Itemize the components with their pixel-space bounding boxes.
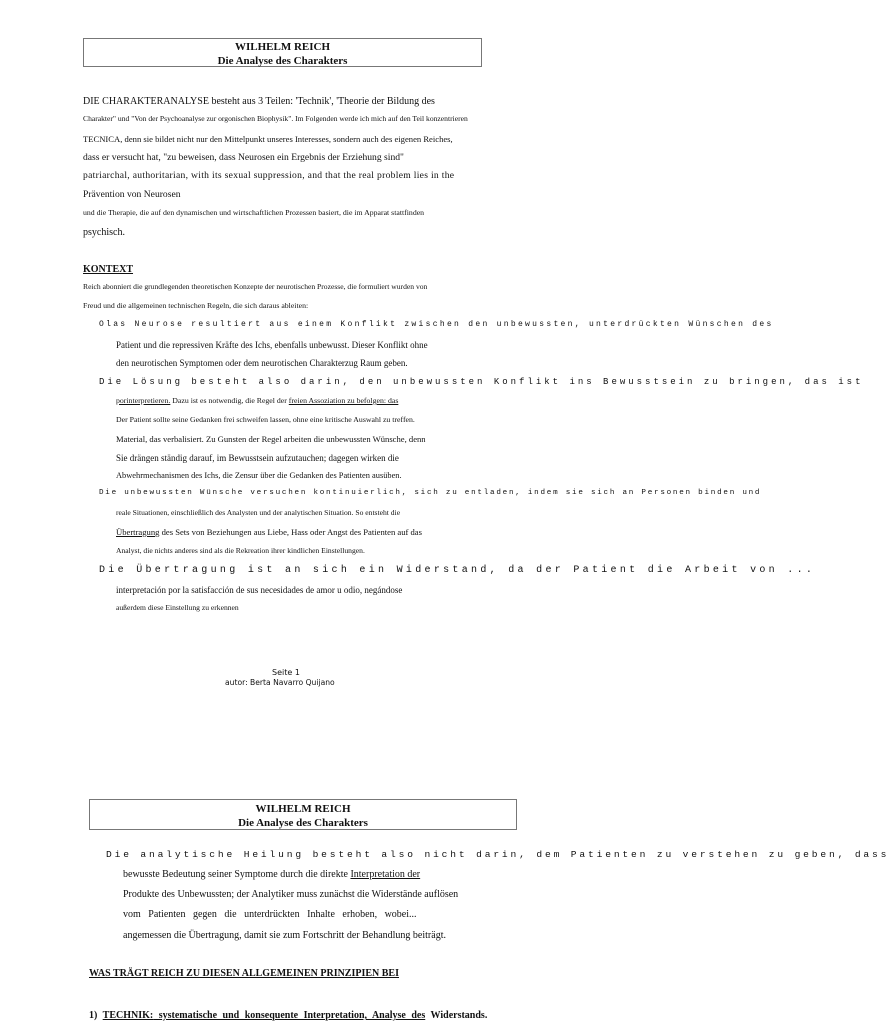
page1-title-book: Die Analyse des Charakters <box>217 55 348 67</box>
intro-line-7: und die Therapie, die auf den dynamischen und wirtschaftlichen Prozessen basiert, die im Apparat stattfinden <box>83 208 425 217</box>
intro-line-8: psychisch. <box>83 227 125 238</box>
page2-title-author: WILHELM REICH <box>255 803 351 815</box>
para2-assoc-link: freien Assoziation zu befolgen: <box>288 396 387 405</box>
page2-line-3: vom Patienten gegen die unterdrückten Inhalte erhoben, wobei... <box>123 909 417 920</box>
para2-line-5: Abwehrmechanismen des Ichs, die Zensur über die Gedanken des Patienten ausüben. <box>116 471 402 480</box>
intro-line-3: TECNICA, denn sie bildet nicht nur den Mittelpunkt unseres Interesses, sondern auch des eigenen Reiches, <box>83 134 453 144</box>
uebertragung-link: Übertragung <box>116 527 160 537</box>
para1-line-2: den neurotischen Symptomen oder dem neurotischen Charakterzug Raum geben. <box>116 358 408 368</box>
kontext-intro-1: Reich abonniert die grundlegenden theoretischen Konzepte der neurotischen Prozesse, die formuliert wurden von <box>83 282 428 291</box>
para3-line-3: Analyst, die nichts anderes sind als die Rekreation ihrer kindlichen Einstellungen. <box>116 546 365 555</box>
para1-mono: Olas Neurose resultiert aus einem Konflikt zwischen den unbewussten, unterdrückten Wünschen des <box>99 320 774 329</box>
kontext-heading: KONTEXT <box>83 264 134 275</box>
para2-interpret-link: porinterpretieren. <box>116 396 171 405</box>
footer-page-number: Seite 1 <box>272 668 300 677</box>
para2-line-1 <box>116 396 398 405</box>
page2-title-box <box>89 799 517 830</box>
para2-line-3: Material, das verbalisiert. Zu Gunsten der Regel arbeiten die unbewussten Wünsche, denn <box>116 434 426 444</box>
page1-title-box <box>83 38 482 67</box>
page2-title-book: Die Analyse des Charakters <box>238 817 368 829</box>
interpretation-link: Interpretation der <box>350 869 421 880</box>
para2-mono: Die Lösung besteht also darin, den unbewussten Konflikt ins Bewusstsein zu bringen, das ist <box>99 377 864 387</box>
para4-line-1: interpretación por la satisfacción de sus necesidades de amor u odio, negándose <box>116 585 403 595</box>
para3-line2-text: des Sets von Beziehungen aus Liebe, Hass oder Angst des Patienten auf das <box>159 527 422 537</box>
page2-item-1 <box>89 1010 487 1021</box>
para2-text: Dazu ist es notwendig, die Regel der <box>170 396 289 405</box>
kontext-intro-2: Freud und die allgemeinen technischen Regeln, die sich daraus ableiten: <box>83 301 309 310</box>
page2-line-4: angemessen die Übertragung, damit sie zum Fortschritt der Behandlung beiträgt. <box>123 930 446 941</box>
para3-line-1: reale Situationen, einschließlich des Analysten und der analytischen Situation. So entsteht die <box>116 508 401 517</box>
para2-line-2: Der Patient sollte seine Gedanken frei schweifen lassen, ohne eine kritische Auswahl zu treffen. <box>116 415 415 424</box>
intro-line-2: Charakter" und "Von der Psychoanalyse zur orgonischen Biophysik". Im Folgenden werde ich mich auf den Teil konzentrieren <box>83 114 468 123</box>
item1-end: Widerstands. <box>425 1010 488 1021</box>
item1-number: 1) <box>89 1010 98 1021</box>
para2-line-4: Sie drängen ständig darauf, im Bewusstsein aufzutauchen; dagegen wirken die <box>116 453 399 463</box>
page2-line1-text: bewusste Bedeutung seiner Symptome durch die direkte <box>123 869 351 880</box>
page1-title-author: WILHELM REICH <box>234 41 331 53</box>
item1-text: systematische und konsequente Interpretation, Analyse des <box>153 1010 426 1021</box>
para3-line-2 <box>116 527 422 537</box>
page2-line-2: Produkte des Unbewussten; der Analytiker muss zunächst die Widerstände auflösen <box>123 889 459 900</box>
intro-line-6: Prävention von Neurosen <box>83 189 181 200</box>
para2-das: das <box>386 396 399 405</box>
para4-mono: Die Übertragung ist an sich ein Widerstand, da der Patient die Arbeit von ... <box>99 565 816 576</box>
para3-mono: Die unbewussten Wünsche versuchen kontinuierlich, sich zu entladen, indem sie sich an Personen binden und <box>99 489 762 497</box>
intro-line-5: patriarchal, authoritarian, with its sexual suppression, and that the real problem lies in the <box>83 170 455 181</box>
page2-line-1 <box>123 869 442 880</box>
page2-para-mono: Die analytische Heilung besteht also nicht darin, dem Patienten zu verstehen zu geben, dass <box>106 849 889 860</box>
intro-line-4: dass er versucht hat, "zu beweisen, dass Neurosen ein Ergebnis der Erziehung sind" <box>83 152 404 163</box>
page2-heading: WAS TRÄGT REICH ZU DIESEN ALLGEMEINEN PRINZIPIEN BEI <box>89 968 399 979</box>
para1-line-1: Patient und die repressiven Kräfte des Ichs, ebenfalls unbewusst. Dieser Konflikt ohne <box>116 340 428 350</box>
para4-line-2: außerdem diese Einstellung zu erkennen <box>116 603 239 612</box>
footer-author: autor: Berta Navarro Quijano <box>225 678 335 687</box>
intro-line-1: DIE CHARAKTERANALYSE besteht aus 3 Teilen: 'Technik', 'Theorie der Bildung des <box>83 96 435 107</box>
item1-label: TECHNIK: <box>102 1010 154 1021</box>
